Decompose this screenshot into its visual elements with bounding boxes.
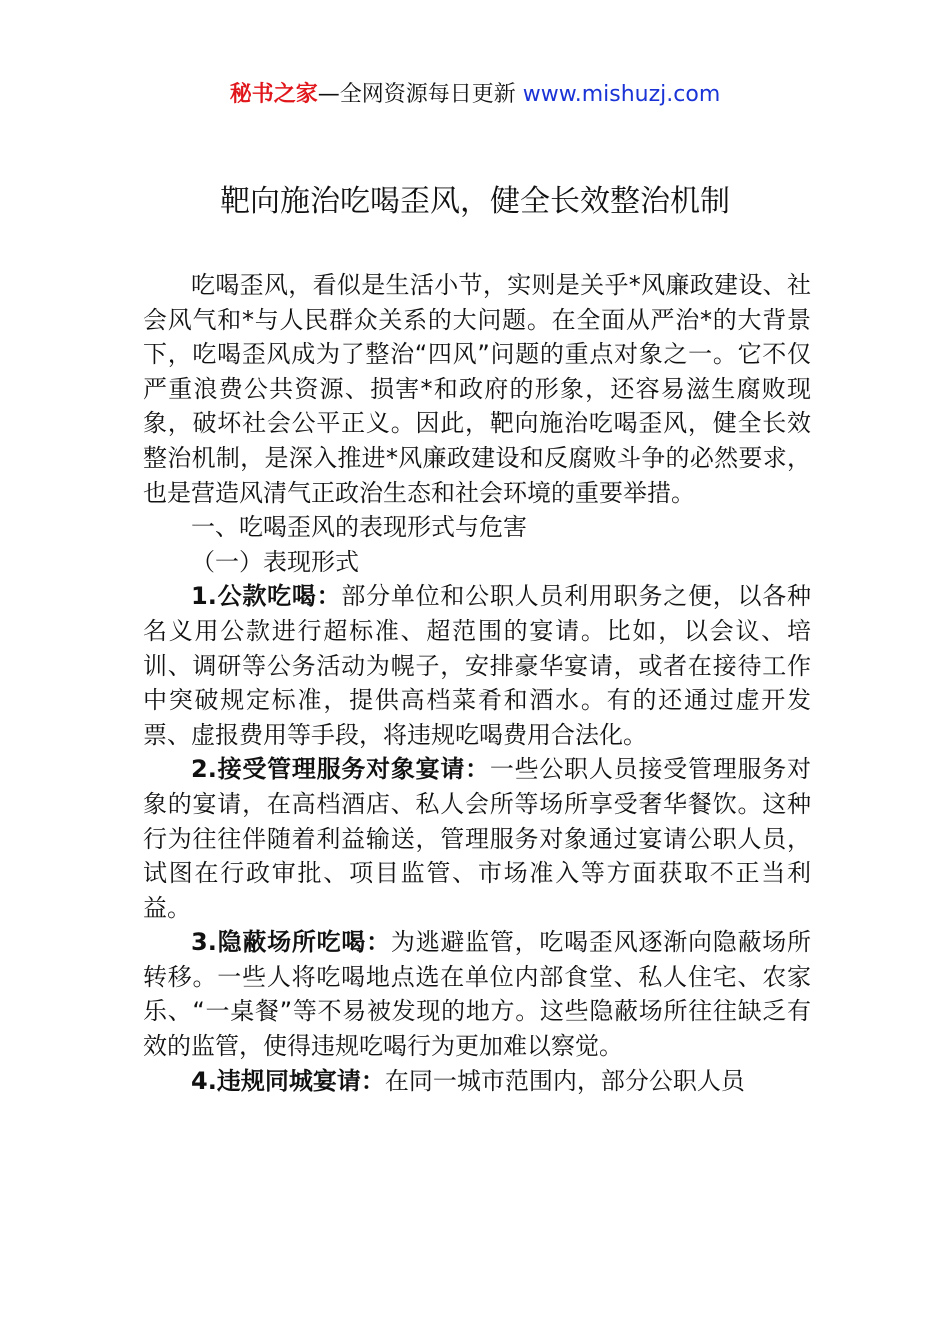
item-label: 1.公款吃喝：	[191, 582, 342, 611]
document-title: 靶向施治吃喝歪风，健全长效整治机制	[220, 184, 730, 219]
item-text: 一些公职人员接受管理服务对象的宴请，在高档酒店、私人会所等场所享受奢华餐饮。这种行为往往伴随着利益输送，管理服务对象通过宴请公职人员，试图在行政审批、项目监管、市场准入等方面获取不正当利益。	[143, 755, 811, 922]
item-label: 2.接受管理服务对象宴请：	[191, 755, 490, 784]
item-paragraph	[143, 1064, 811, 1099]
item-paragraph	[143, 752, 811, 925]
item-label: 4.违规同城宴请：	[191, 1066, 385, 1095]
subsection-heading: （一）表现形式	[191, 547, 359, 576]
site-url: www.mishuzj.com	[522, 82, 721, 107]
item-paragraph	[143, 579, 811, 752]
site-header	[0, 78, 950, 112]
item-text: 部分单位和公职人员利用职务之便，以各种名义用公款进行超标准、超范围的宴请。比如，以会议、培训、调研等公务活动为幌子，安排豪华宴请，或者在接待工作中突破规定标准，提供高档菜肴和酒水。有的还通过虚开发票、虚报费用等手段，将违规吃喝费用合法化。	[143, 582, 811, 749]
item-text: 在同一城市范围内，部分公职人员	[384, 1066, 745, 1095]
section-heading: 一、吃喝歪风的表现形式与危害	[191, 513, 527, 542]
header-tagline: —全网资源每日更新	[317, 82, 523, 107]
brand-name: 秘书之家	[229, 82, 318, 107]
item-paragraph	[143, 925, 811, 1063]
intro-paragraph: 吃喝歪风，看似是生活小节，实则是关乎*风廉政建设、社会风气和*与人民群众关系的大问题。在全面从严治*的大背景下，吃喝歪风成为了整治“四风”问题的重点对象之一。它不仅严重浪费公共资源、损害*和政府的形象，还容易滋生腐败现象，破坏社会公平正义。因此，靶向施治吃喝歪风，健全长效整治机制，是深入推进*风廉政建设和反腐败斗争的必然要求，也是营造风清气正政治生态和社会环境的重要举措。	[143, 271, 811, 507]
item-text: 为逃避监管，吃喝歪风逐渐向隐蔽场所转移。一些人将吃喝地点选在单位内部食堂、私人住宅、农家乐、“一桌餐”等不易被发现的地方。这些隐蔽场所往往缺乏有效的监管，使得违规吃喝行为更加难以察觉。	[143, 928, 811, 1061]
item-label: 3.隐蔽场所吃喝：	[191, 928, 391, 957]
document-body	[143, 268, 811, 1098]
